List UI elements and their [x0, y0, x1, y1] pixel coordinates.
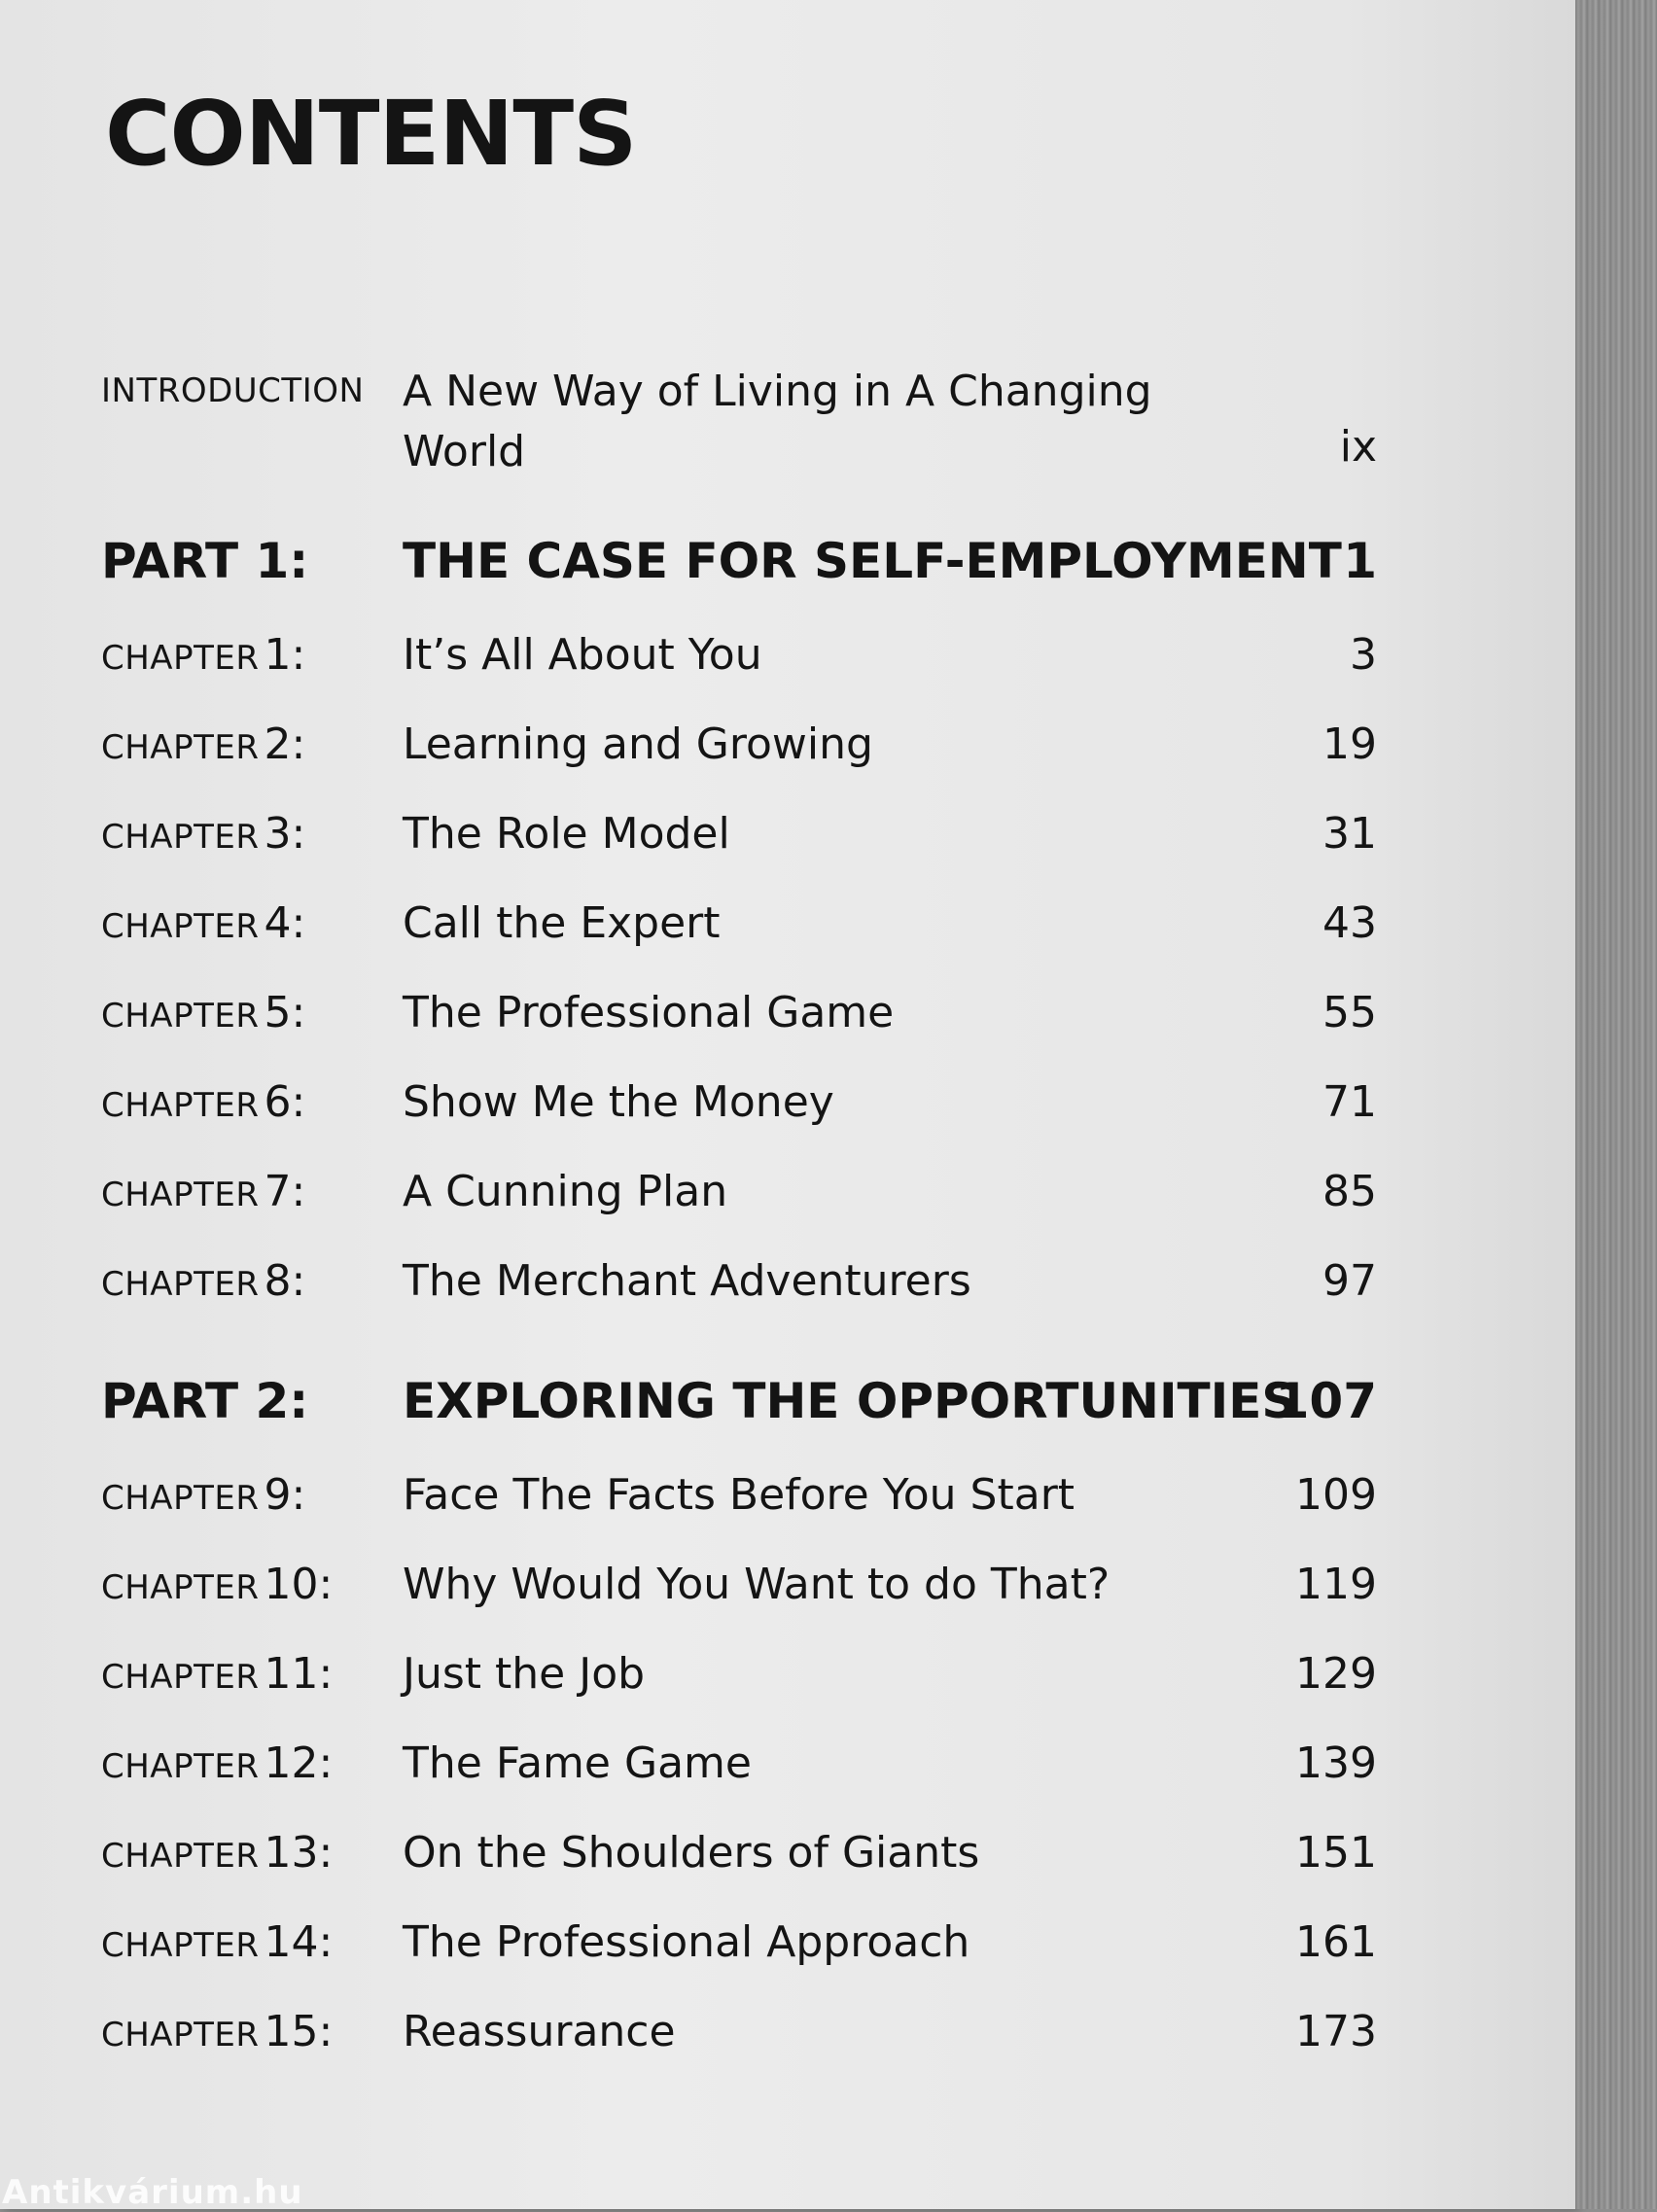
toc-introduction	[101, 362, 1377, 488]
chapter-page: 19	[1322, 720, 1377, 769]
chapter-title: It’s All About You	[403, 630, 762, 680]
chapter-page: 109	[1295, 1470, 1377, 1520]
chapter-label: CHAPTER 8:	[101, 1256, 306, 1306]
chapter-title: The Merchant Adventurers	[403, 1256, 971, 1306]
chapter-label: CHAPTER 13:	[101, 1828, 334, 1878]
chapter-page: 151	[1295, 1828, 1377, 1878]
toc-part-1	[101, 533, 1377, 595]
part-page: 1	[1343, 533, 1377, 589]
introduction-page: ix	[1339, 422, 1377, 472]
chapter-label: CHAPTER 2:	[101, 720, 306, 769]
toc-chapter	[101, 1470, 1377, 1525]
chapter-page: 31	[1322, 809, 1377, 859]
part-title: EXPLORING THE OPPORTUNITIES	[403, 1373, 1297, 1429]
toc-part-2	[101, 1373, 1377, 1435]
watermark: Antikvárium.hu	[2, 2173, 303, 2212]
chapter-page: 161	[1295, 1917, 1377, 1967]
introduction-label: INTRODUCTION	[101, 371, 365, 410]
chapter-page: 129	[1295, 1649, 1377, 1699]
toc-chapter	[101, 809, 1377, 863]
page-title: CONTENTS	[105, 82, 637, 186]
chapter-label: CHAPTER 4:	[101, 898, 306, 948]
chapter-page: 3	[1350, 630, 1377, 680]
chapter-title: The Role Model	[403, 809, 730, 859]
chapter-label: CHAPTER 1:	[101, 630, 306, 680]
toc-chapter	[101, 720, 1377, 774]
toc-chapter	[101, 1256, 1377, 1311]
chapter-page: 71	[1322, 1077, 1377, 1127]
chapter-title: Learning and Growing	[403, 720, 873, 769]
chapter-page: 173	[1295, 2007, 1377, 2056]
chapter-page: 97	[1322, 1256, 1377, 1306]
chapter-title: On the Shoulders of Giants	[403, 1828, 980, 1878]
part-page: 107	[1275, 1373, 1377, 1429]
toc-chapter	[101, 1649, 1377, 1703]
chapter-page: 119	[1295, 1560, 1377, 1609]
chapter-title: The Professional Approach	[403, 1917, 970, 1967]
toc-chapter	[101, 630, 1377, 685]
chapter-page: 139	[1295, 1738, 1377, 1788]
chapter-label: CHAPTER 12:	[101, 1738, 334, 1788]
chapter-page: 85	[1322, 1167, 1377, 1216]
toc-chapter	[101, 898, 1377, 953]
part-title: THE CASE FOR SELF-EMPLOYMENT	[403, 533, 1342, 589]
chapter-title: Call the Expert	[403, 898, 721, 948]
toc-chapter	[101, 988, 1377, 1042]
chapter-label: CHAPTER 6:	[101, 1077, 306, 1127]
chapter-label: CHAPTER 14:	[101, 1917, 334, 1967]
chapter-title: The Fame Game	[403, 1738, 752, 1788]
chapter-title: The Professional Game	[403, 988, 895, 1037]
toc-chapter	[101, 1828, 1377, 1882]
chapter-label: CHAPTER 15:	[101, 2007, 334, 2056]
toc-chapter	[101, 1917, 1377, 1972]
chapter-label: CHAPTER 11:	[101, 1649, 334, 1699]
chapter-title: Reassurance	[403, 2007, 676, 2056]
chapter-label: CHAPTER 5:	[101, 988, 306, 1037]
toc-chapter	[101, 1077, 1377, 1132]
toc-chapter	[101, 1560, 1377, 1614]
chapter-title: Face The Facts Before You Start	[403, 1470, 1075, 1520]
chapter-title: Why Would You Want to do That?	[403, 1560, 1111, 1609]
chapter-page: 55	[1322, 988, 1377, 1037]
toc-chapter	[101, 2007, 1377, 2061]
chapter-page: 43	[1322, 898, 1377, 948]
page-edge	[1575, 0, 1657, 2209]
chapter-label: CHAPTER 3:	[101, 809, 306, 859]
toc-chapter	[101, 1167, 1377, 1221]
chapter-label: CHAPTER 10:	[101, 1560, 334, 1609]
chapter-title: A Cunning Plan	[403, 1167, 728, 1216]
part-label: PART 1:	[101, 533, 309, 589]
chapter-label: CHAPTER 7:	[101, 1167, 306, 1216]
introduction-title: A New Way of Living in A Changing World	[403, 367, 1152, 476]
chapter-title: Just the Job	[403, 1649, 646, 1699]
toc-chapter	[101, 1738, 1377, 1793]
chapter-label: CHAPTER 9:	[101, 1470, 306, 1520]
part-label: PART 2:	[101, 1373, 309, 1429]
chapter-title: Show Me the Money	[403, 1077, 834, 1127]
